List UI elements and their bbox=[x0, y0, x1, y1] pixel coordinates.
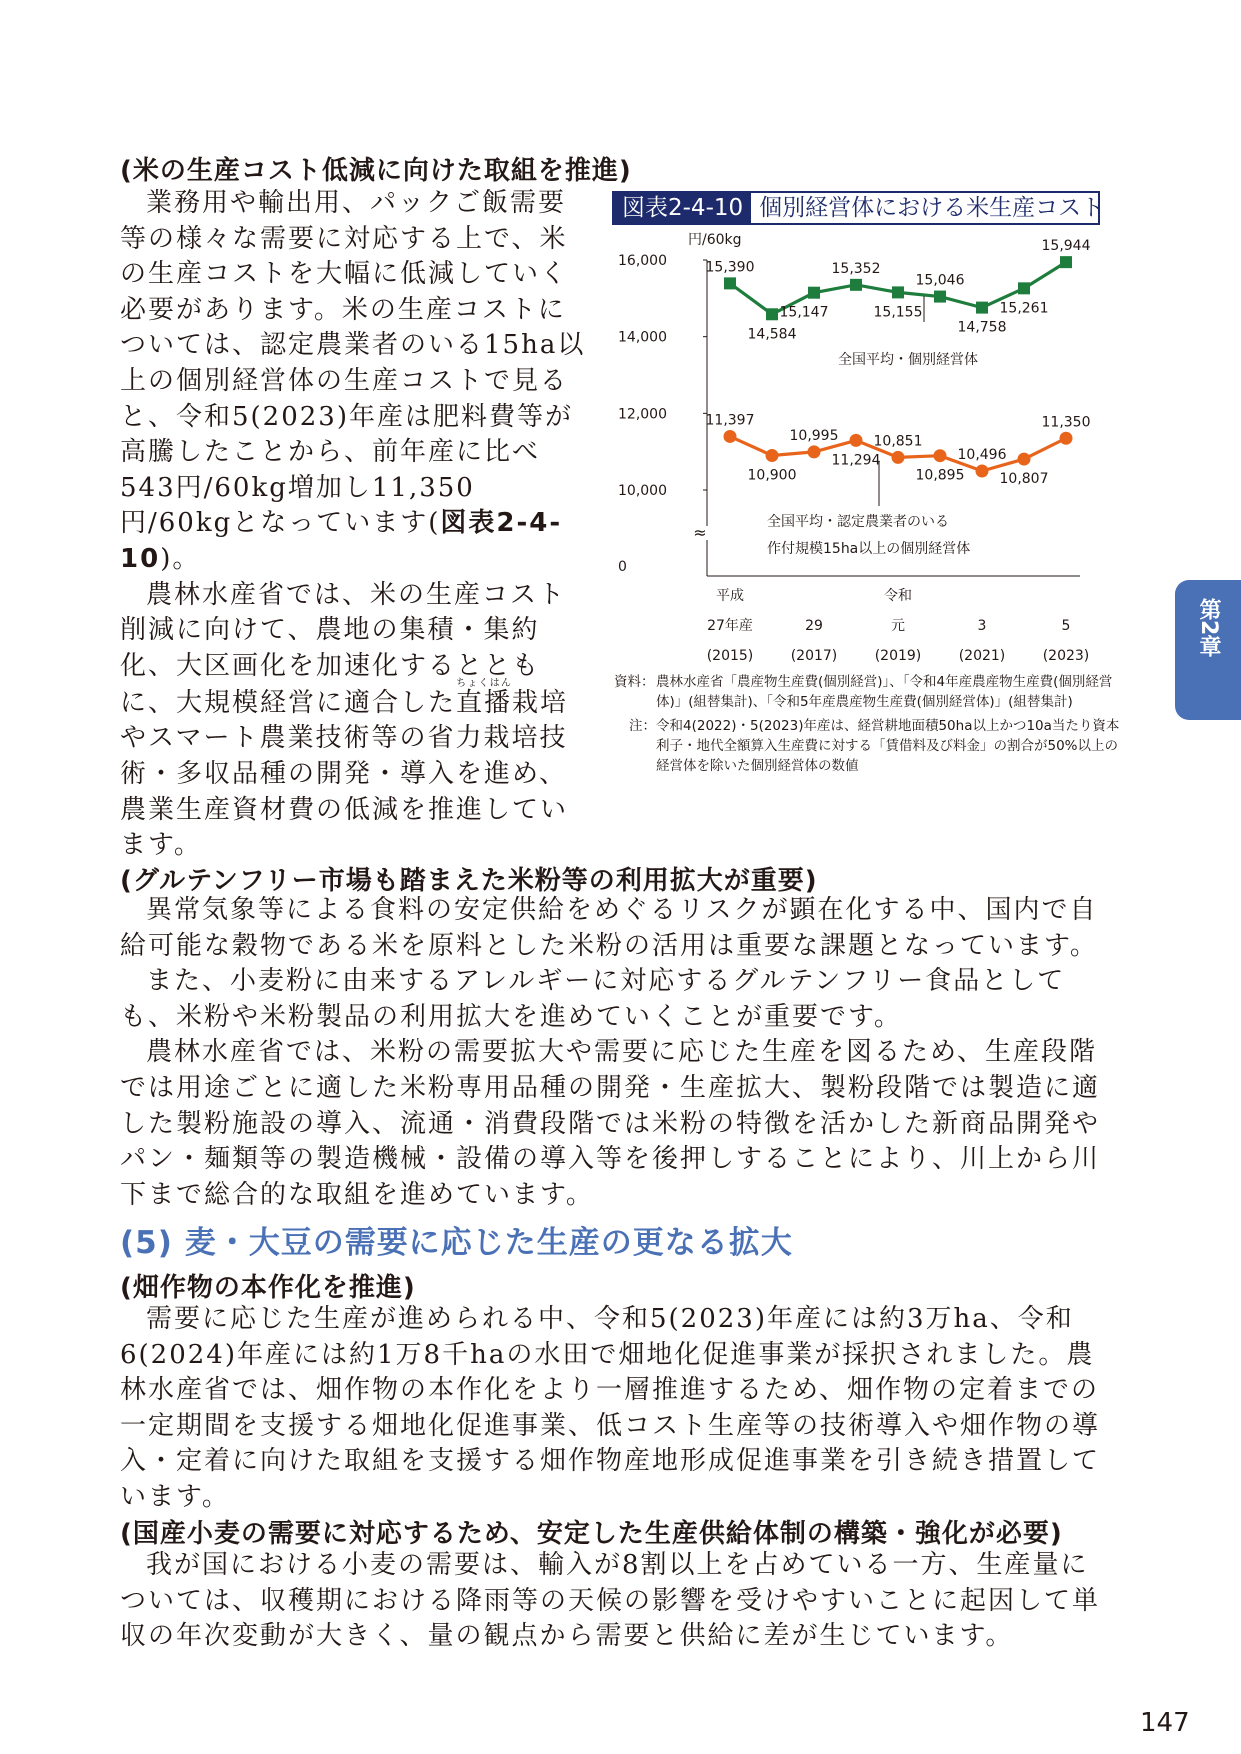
figure-title-box bbox=[612, 191, 1105, 225]
x-western-year-label: (2021) bbox=[958, 648, 1006, 664]
data-point-green bbox=[724, 277, 736, 289]
paragraph-upland-crops: 需要に応じた生産が進められる中、令和5(2023)年産には約3万ha、令和6(2024)年産には約1万8千haの水田で畑地化促進事業が採択されました。農林水産省では、畑作物の本作化をより一層推進するため、畑作物の定着までの一定期間を支援する畑地化促進事業、低コスト生産等の技術導入や畑作物の導入・定着に向けた取組を支援する畑作物産地形成促進事業を引き続き措置しています。 bbox=[120, 1304, 1101, 1512]
source-text: 農林水産省「農産物生産費(個別経営)」、「令和4年産農産物生産費(個別経営体)」(組替集計)、「令和5年産農産物生産費(個別経営体)」(組替集計) bbox=[656, 674, 1113, 710]
data-point-green bbox=[1018, 282, 1030, 294]
note-label: 注： bbox=[629, 718, 656, 734]
x-era-label: 平成 bbox=[716, 588, 744, 604]
data-label: 15,046 bbox=[915, 272, 965, 289]
data-point-orange bbox=[892, 451, 905, 464]
x-western-year-label: (2023) bbox=[1042, 648, 1090, 664]
paragraph-text: )。 bbox=[160, 543, 201, 574]
x-year-label: 27年産 bbox=[707, 618, 753, 634]
x-year-label: 元 bbox=[891, 618, 905, 634]
data-point-orange bbox=[850, 434, 863, 447]
paragraph-rice-flour-2: また、小麦粉に由来するアレルギーに対応するグルテンフリー食品としても、米粉や米粉製品の利用拡大を進めていくことが重要です。 bbox=[120, 966, 1066, 1032]
data-label: 10,995 bbox=[789, 427, 839, 444]
x-western-year-label: (2017) bbox=[790, 648, 838, 664]
data-label: 11,294 bbox=[831, 452, 881, 469]
data-label: 15,390 bbox=[705, 259, 755, 276]
figure-source bbox=[614, 672, 1134, 776]
data-point-orange bbox=[1060, 432, 1073, 445]
series-label-green: 全国平均・個別経営体 bbox=[838, 352, 978, 368]
data-label: 14,584 bbox=[747, 326, 797, 343]
chapter-side-tab[interactable] bbox=[1175, 580, 1241, 720]
ruby-base: 直播 bbox=[456, 687, 513, 718]
ruby-reading: ちょくはん bbox=[456, 677, 513, 689]
figure-title: 個別経営体における米生産コスト bbox=[759, 195, 1105, 221]
data-point-orange bbox=[1018, 453, 1031, 466]
data-label: 14,758 bbox=[957, 319, 1007, 336]
x-western-year-label: (2019) bbox=[874, 648, 922, 664]
data-label: 15,944 bbox=[1041, 238, 1091, 255]
x-labels bbox=[707, 587, 1090, 664]
figure-reference: 図表2-4-10 bbox=[120, 508, 563, 574]
data-label: 11,397 bbox=[705, 412, 755, 429]
rice-cost-line-chart bbox=[600, 226, 1100, 672]
rice-flour-text bbox=[120, 893, 1100, 1213]
chapter-tab-label: 第2章 bbox=[1196, 598, 1221, 658]
y-axis-unit-label: 円/60kg bbox=[688, 232, 742, 248]
y-tick-label: 12,000 bbox=[618, 406, 667, 423]
series-label-orange-line2: 作付規模15ha以上の個別経営体 bbox=[767, 541, 971, 557]
paragraph-rice-cost bbox=[120, 186, 586, 578]
axis-break-mark: ≈ bbox=[693, 523, 707, 542]
left-column-text bbox=[120, 186, 586, 864]
data-point-green bbox=[850, 279, 862, 291]
y-tick-label: 0 bbox=[618, 559, 627, 575]
source-label: 資料： bbox=[614, 674, 655, 690]
data-label: 11,350 bbox=[1041, 414, 1091, 431]
page-number: 147 bbox=[1140, 1708, 1190, 1738]
source-row bbox=[614, 672, 1134, 712]
x-year-label: 29 bbox=[805, 618, 823, 634]
heading-rice-flour: (グルテンフリー市場も踏まえた米粉等の利用拡大が重要) bbox=[120, 866, 818, 896]
figure-tag: 図表2-4-10 bbox=[614, 193, 751, 223]
data-label: 10,851 bbox=[873, 433, 923, 450]
paragraph-rice-flour-3: 農林水産省では、米粉の需要拡大や需要に応じた生産を図るため、生産段階では用途ごとに適した米粉専用品種の開発・生産拡大、製粉段階では製造に適した製粉施設の導入、流通・消費段階では米粉の特徴を活かした新商品開発やパン・麺類等の製造機械・設備の導入等を後押しすることにより、川上から川下まで総合的な取組を進めています。 bbox=[120, 1037, 1101, 1210]
data-label: 10,807 bbox=[999, 471, 1049, 488]
note-text: 令和4(2022)・5(2023)年産は、経営耕地面積50ha以上かつ10a当たり資本利子・地代全額算入生産費に対する「賃借料及び料金」の割合が50%以上の経営体を除いた個別経営体の数値 bbox=[656, 718, 1120, 774]
paragraph-text: 農林水産省では、米の生産コスト削減に向けて、農地の集積・集約化、大区画化を加速化するとともに、大規模経営に適合した bbox=[120, 579, 567, 718]
paragraph-maff-rice bbox=[120, 578, 586, 864]
data-point-orange bbox=[808, 445, 821, 458]
data-point-orange bbox=[976, 464, 989, 477]
data-point-green bbox=[934, 291, 946, 303]
data-point-green bbox=[1060, 256, 1072, 268]
data-label: 10,900 bbox=[747, 467, 797, 484]
data-label: 10,895 bbox=[915, 467, 965, 484]
ruby-direct-seeding bbox=[456, 677, 513, 718]
x-era-label: 令和 bbox=[884, 588, 912, 604]
paragraph-domestic-wheat: 我が国における小麦の需要は、輸入が8割以上を占めている一方、生産量については、収穫期における降雨等の天候の影響を受けやすいことに起因して単収の年次変動が大きく、量の観点から需要と供給に差が生じています。 bbox=[120, 1550, 1101, 1652]
y-tick-label: 10,000 bbox=[618, 483, 667, 499]
data-point-orange bbox=[934, 449, 947, 462]
heading-upland-crops: (畑作物の本作化を推進) bbox=[120, 1273, 416, 1303]
data-point-green bbox=[766, 308, 778, 320]
x-western-year-label: (2015) bbox=[706, 648, 754, 664]
paragraph-text: 栽培やスマート農業技術等の省力栽培技術・多収品種の開発・導入を進め、農業生産資材費の低減を推進しています。 bbox=[120, 687, 569, 861]
y-tick-label: 14,000 bbox=[618, 329, 667, 346]
x-year-label: 5 bbox=[1061, 618, 1071, 634]
data-label: 15,352 bbox=[831, 260, 881, 277]
section-title-wheat-soy: (5) 麦・大豆の需要に応じた生産の更なる拡大 bbox=[120, 1225, 793, 1261]
heading-rice-cost: (米の生産コスト低減に向けた取組を推進) bbox=[120, 156, 632, 186]
data-label: 15,147 bbox=[779, 304, 829, 321]
data-label: 10,496 bbox=[957, 446, 1007, 463]
data-point-green bbox=[892, 286, 904, 298]
data-label: 15,261 bbox=[999, 300, 1049, 317]
data-point-green bbox=[976, 302, 988, 314]
data-label: 15,155 bbox=[873, 304, 923, 321]
domestic-wheat-text bbox=[120, 1548, 1100, 1655]
x-year-label: 3 bbox=[977, 618, 987, 634]
paragraph-rice-flour-1: 異常気象等による食料の安定供給をめぐるリスクが顕在化する中、国内で自給可能な穀物である米を原料とした米粉の活用は重要な課題となっています。 bbox=[120, 895, 1098, 961]
data-point-green bbox=[808, 287, 820, 299]
y-tick-label: 16,000 bbox=[618, 253, 667, 269]
paragraph-text: 業務用や輸出用、パックご飯需要等の様々な需要に対応する上で、米の生産コストを大幅に低減していく必要があります。米の生産コストについては、認定農業者のいる15ha以上の個別経営体の生産コストで見ると、令和5(2023)年産は肥料費等が高騰したことから、前年産に比べ543円/60kg増加し11,350円/60kgとなっています( bbox=[120, 188, 586, 539]
note-row bbox=[614, 716, 1134, 776]
upland-crops-text bbox=[120, 1302, 1100, 1516]
heading-domestic-wheat: (国産小麦の需要に対応するため、安定した生産供給体制の構築・強化が必要) bbox=[120, 1519, 1063, 1549]
data-point-orange bbox=[724, 430, 737, 443]
series-label-orange-line1: 全国平均・認定農業者のいる bbox=[767, 514, 949, 530]
data-point-orange bbox=[766, 449, 779, 462]
